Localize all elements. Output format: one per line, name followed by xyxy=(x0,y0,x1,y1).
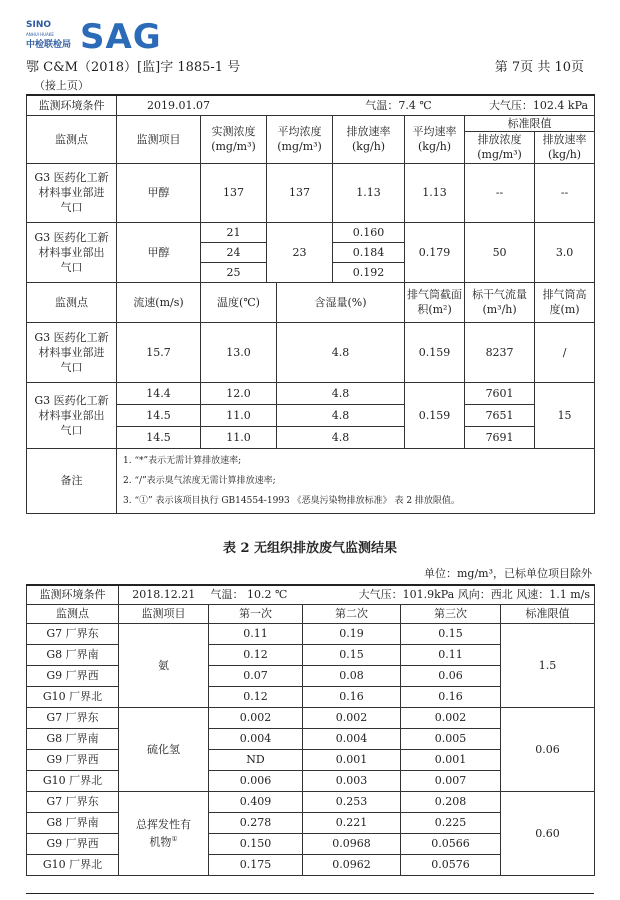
limit-conc-value: -- xyxy=(465,163,535,222)
rate-value: 0.160 xyxy=(333,222,405,242)
avg-rate-value: 0.179 xyxy=(405,222,465,282)
point: G9 厂界西 xyxy=(27,749,119,770)
measured-value: 137 xyxy=(201,163,267,222)
value: 0.08 xyxy=(303,665,401,686)
value: 0.208 xyxy=(401,791,501,812)
value: 0.001 xyxy=(303,749,401,770)
t2-header-first: 第一次 xyxy=(209,604,303,623)
point: G10 厂界北 xyxy=(27,686,119,707)
header-limit-rate: 排放速率 (kg/h) xyxy=(535,131,595,163)
item-h2s: 硫化氢 xyxy=(119,707,209,791)
header-avg-rate: 平均速率 (kg/h) xyxy=(405,115,465,163)
flow-value: 7691 xyxy=(465,426,535,448)
logo-sub: ANHUI HUAKE xyxy=(26,32,54,37)
value: 0.221 xyxy=(303,812,401,833)
item-methanol: 甲醇 xyxy=(117,163,201,222)
logo-text xyxy=(26,20,71,50)
value: ND xyxy=(209,749,303,770)
value: 0.11 xyxy=(209,623,303,644)
value: 0.002 xyxy=(209,707,303,728)
flow-header-area: 排气筒截面 积(m²) xyxy=(405,282,465,322)
limit-value: 0.60 xyxy=(501,791,595,875)
notes-label: 备注 xyxy=(27,448,117,513)
document-number: 鄂 C&M（2018）[监]字 1885-1 号 xyxy=(26,60,241,75)
fugitive-table xyxy=(26,584,595,876)
flow-value: 8237 xyxy=(465,322,535,382)
value: 0.06 xyxy=(401,665,501,686)
flow-header-velocity: 流速(m/s) xyxy=(117,282,201,322)
rate-value: 0.184 xyxy=(333,242,405,262)
flow-header-flow: 标干气流量 (m³/h) xyxy=(465,282,535,322)
item-ammonia: 氨 xyxy=(119,623,209,707)
value: 0.15 xyxy=(303,644,401,665)
value: 0.16 xyxy=(401,686,501,707)
avg-conc-value: 137 xyxy=(267,163,333,222)
table-row xyxy=(27,707,595,728)
header-limit: 标准限值 xyxy=(465,115,595,131)
logo-top: SINO xyxy=(26,20,52,30)
value: 0.150 xyxy=(209,833,303,854)
avg-conc-value: 23 xyxy=(267,222,333,282)
t2-header-third: 第三次 xyxy=(401,604,501,623)
page-number: 第 7页 共 10页 xyxy=(494,60,584,75)
t2-header-limit: 标准限值 xyxy=(501,604,595,623)
avg-rate-value: 1.13 xyxy=(405,163,465,222)
item-vocs-mark: ① xyxy=(171,834,178,843)
humidity-value: 4.8 xyxy=(277,322,405,382)
flow-header-temp: 温度(℃) xyxy=(201,282,277,322)
temp-value: 11.0 xyxy=(201,404,277,426)
env-pressure: 大气压：102.4 kPa xyxy=(465,95,595,115)
measured-value: 24 xyxy=(201,242,267,262)
value: 0.0566 xyxy=(401,833,501,854)
velocity-value: 14.5 xyxy=(117,404,201,426)
temp-value: 12.0 xyxy=(201,382,277,404)
table-row xyxy=(27,791,595,812)
flow-header-point: 监测点 xyxy=(27,282,117,322)
humidity-value: 4.8 xyxy=(277,404,405,426)
humidity-value: 4.8 xyxy=(277,426,405,448)
t2-header-point: 监测点 xyxy=(27,604,119,623)
value: 0.005 xyxy=(401,728,501,749)
temp-value: 11.0 xyxy=(201,426,277,448)
point: G7 厂界东 xyxy=(27,623,119,644)
env-label: 监测环境条件 xyxy=(27,95,117,115)
rate-value: 0.192 xyxy=(333,262,405,282)
item-vocs xyxy=(119,791,209,875)
item-vocs-text: 总挥发性有 机物 xyxy=(136,817,191,849)
value: 0.11 xyxy=(401,644,501,665)
value: 0.0576 xyxy=(401,854,501,875)
logo-sag: SAG xyxy=(80,17,162,57)
velocity-value: 14.4 xyxy=(117,382,201,404)
velocity-value: 14.5 xyxy=(117,426,201,448)
value: 0.004 xyxy=(209,728,303,749)
table2-title: 表 2 无组织排放废气监测结果 xyxy=(222,541,398,556)
logo-cn: 中检联检局 xyxy=(26,40,72,50)
value: 0.007 xyxy=(401,770,501,791)
footer-rule xyxy=(26,893,594,894)
value: 0.12 xyxy=(209,686,303,707)
env-date: 2019.01.07 xyxy=(117,95,333,115)
area-value: 0.159 xyxy=(405,322,465,382)
value: 0.409 xyxy=(209,791,303,812)
t2-header-item: 监测项目 xyxy=(119,604,209,623)
point: G9 厂界西 xyxy=(27,665,119,686)
flow-value: 7601 xyxy=(465,382,535,404)
t2-env-date: 2018.12.21 xyxy=(119,585,209,604)
value: 0.16 xyxy=(303,686,401,707)
t2-header-second: 第二次 xyxy=(303,604,401,623)
temp-value: 13.0 xyxy=(201,322,277,382)
value: 0.12 xyxy=(209,644,303,665)
header-item: 监测项目 xyxy=(117,115,201,163)
height-value: 15 xyxy=(535,382,595,448)
note-1: 1. “*”表示无需计算排放速率; xyxy=(123,455,242,466)
limit-conc-value: 50 xyxy=(465,222,535,282)
table-row xyxy=(27,623,595,644)
header-point: 监测点 xyxy=(27,115,117,163)
point: G9 厂界西 xyxy=(27,833,119,854)
point-g3-in: G3 医药化工新 材料事业部进 气口 xyxy=(27,322,117,382)
point: G10 厂界北 xyxy=(27,770,119,791)
measured-value: 25 xyxy=(201,262,267,282)
t2-env-label: 监测环境条件 xyxy=(27,585,119,604)
value: 0.001 xyxy=(401,749,501,770)
header-avg-conc: 平均浓度 (mg/m³) xyxy=(267,115,333,163)
point: G7 厂界东 xyxy=(27,791,119,812)
value: 0.07 xyxy=(209,665,303,686)
limit-value: 1.5 xyxy=(501,623,595,707)
value: 0.253 xyxy=(303,791,401,812)
notes xyxy=(117,448,595,513)
flow-header-height: 排气筒高 度(m) xyxy=(535,282,595,322)
rate-value: 1.13 xyxy=(333,163,405,222)
value: 0.0962 xyxy=(303,854,401,875)
velocity-value: 15.7 xyxy=(117,322,201,382)
continued-label: （接上页） xyxy=(34,79,89,92)
limit-rate-value: 3.0 xyxy=(535,222,595,282)
value: 0.006 xyxy=(209,770,303,791)
flow-header-humidity: 含湿量(%) xyxy=(277,282,405,322)
value: 0.225 xyxy=(401,812,501,833)
limit-value: 0.06 xyxy=(501,707,595,791)
point: G8 厂界南 xyxy=(27,812,119,833)
value: 0.19 xyxy=(303,623,401,644)
point: G8 厂界南 xyxy=(27,728,119,749)
point-g3-out: G3 医药化工新 材料事业部出 气口 xyxy=(27,222,117,282)
note-2: 2. “/”表示臭气浓度无需计算排放速率; xyxy=(123,475,276,486)
point: G8 厂界南 xyxy=(27,644,119,665)
value: 0.278 xyxy=(209,812,303,833)
area-value: 0.159 xyxy=(405,382,465,448)
measured-value: 21 xyxy=(201,222,267,242)
env-temp: 气温：7.4 ℃ xyxy=(333,95,465,115)
point: G10 厂界北 xyxy=(27,854,119,875)
value: 0.175 xyxy=(209,854,303,875)
point-g3-in: G3 医药化工新 材料事业部进 气口 xyxy=(27,163,117,222)
value: 0.002 xyxy=(303,707,401,728)
note-3: 3. “①” 表示该项目执行 GB14554-1993 《恶臭污染物排放标准》 表 2 排放限值。 xyxy=(123,495,460,506)
header-measured: 实测浓度 (mg/m³) xyxy=(201,115,267,163)
t2-env-rest: 大气压：101.9kPa 风向：西北 风速：1.1 m/s xyxy=(303,585,595,604)
item-methanol: 甲醇 xyxy=(117,222,201,282)
humidity-value: 4.8 xyxy=(277,382,405,404)
limit-rate-value: -- xyxy=(535,163,595,222)
value: 0.003 xyxy=(303,770,401,791)
point: G7 厂界东 xyxy=(27,707,119,728)
emission-table xyxy=(26,94,595,514)
height-value: / xyxy=(535,322,595,382)
t2-env-temp: 气温： 10.2 ℃ xyxy=(209,585,303,604)
value: 0.004 xyxy=(303,728,401,749)
value: 0.0968 xyxy=(303,833,401,854)
header-rate: 排放速率 (kg/h) xyxy=(333,115,405,163)
table2-unit: 单位：mg/m³，已标单位项目除外 xyxy=(423,567,592,580)
header-limit-conc: 排放浓度 (mg/m³) xyxy=(465,131,535,163)
point-g3-out: G3 医药化工新 材料事业部出 气口 xyxy=(27,382,117,448)
flow-value: 7651 xyxy=(465,404,535,426)
value: 0.002 xyxy=(401,707,501,728)
value: 0.15 xyxy=(401,623,501,644)
